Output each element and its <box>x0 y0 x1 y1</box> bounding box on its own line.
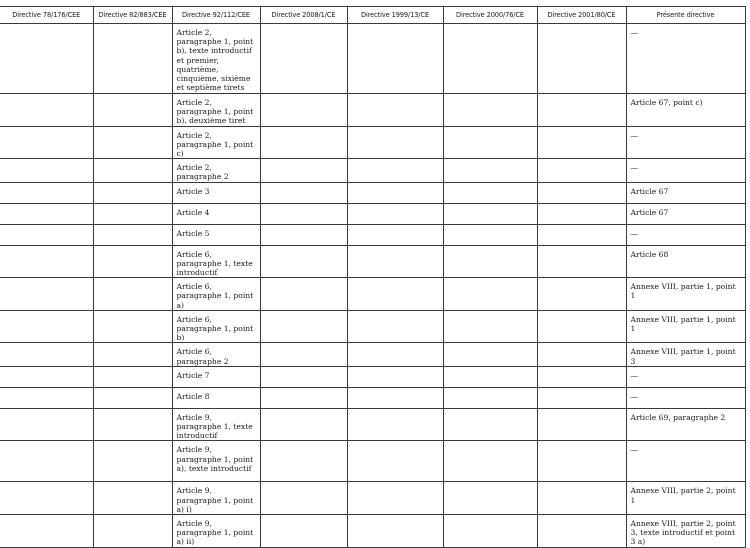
cell-dir-92-112: Article 6, paragraphe 2 <box>172 343 260 366</box>
table-row <box>0 94 745 127</box>
cell-dir-2008-1 <box>260 245 347 278</box>
cell-dir-2008-1 <box>260 203 347 224</box>
cell-dir-2001-80 <box>537 343 626 366</box>
cell-dir-92-112: Article 6, paragraphe 1, point a) <box>172 278 260 311</box>
cell-dir-2001-80 <box>537 387 626 408</box>
cell-dir-2001-80 <box>537 310 626 343</box>
cell-dir-78-176 <box>0 126 93 159</box>
cell-dir-1999-13 <box>347 387 443 408</box>
cell-dir-78-176 <box>0 278 93 311</box>
cell-dir-92-112: Article 2, paragraphe 1, point b), deuxième tiret <box>172 94 260 127</box>
cell-presente-directive: Annexe VIII, partie 1, point 1 <box>626 278 745 311</box>
cell-dir-2000-76 <box>443 366 537 387</box>
cell-dir-82-883 <box>93 441 172 482</box>
cell-dir-2008-1 <box>260 366 347 387</box>
cell-dir-1999-13 <box>347 224 443 245</box>
cell-dir-1999-13 <box>347 441 443 482</box>
cell-dir-82-883 <box>93 224 172 245</box>
cell-dir-2008-1 <box>260 387 347 408</box>
column-header-dir-78-176: Directive 78/176/CEE <box>0 7 93 24</box>
cell-dir-2008-1 <box>260 159 347 182</box>
cell-dir-2000-76 <box>443 343 537 366</box>
cell-dir-92-112: Article 5 <box>172 224 260 245</box>
cell-dir-2008-1 <box>260 343 347 366</box>
cell-dir-2008-1 <box>260 482 347 515</box>
cell-dir-78-176 <box>0 224 93 245</box>
cell-dir-2000-76 <box>443 182 537 203</box>
column-header-dir-2001-80: Directive 2001/80/CE <box>537 7 626 24</box>
cell-dir-2000-76 <box>443 515 537 548</box>
cell-dir-1999-13 <box>347 343 443 366</box>
column-header-dir-2008-1: Directive 2008/1/CE <box>260 7 347 24</box>
cell-presente-directive: — <box>626 126 745 159</box>
table-row <box>0 24 745 94</box>
cell-dir-82-883 <box>93 515 172 548</box>
cell-dir-82-883 <box>93 94 172 127</box>
cell-dir-2001-80 <box>537 482 626 515</box>
cell-dir-2001-80 <box>537 408 626 441</box>
cell-dir-1999-13 <box>347 126 443 159</box>
cell-dir-78-176 <box>0 441 93 482</box>
cell-dir-1999-13 <box>347 245 443 278</box>
table-row <box>0 278 745 311</box>
cell-dir-2001-80 <box>537 515 626 548</box>
cell-dir-78-176 <box>0 515 93 548</box>
cell-dir-78-176 <box>0 159 93 182</box>
cell-dir-82-883 <box>93 343 172 366</box>
table-row <box>0 515 745 548</box>
cell-dir-2000-76 <box>443 441 537 482</box>
cell-dir-82-883 <box>93 24 172 94</box>
cell-dir-2001-80 <box>537 126 626 159</box>
cell-dir-2000-76 <box>443 408 537 441</box>
cell-presente-directive: — <box>626 441 745 482</box>
cell-dir-2008-1 <box>260 278 347 311</box>
cell-dir-2008-1 <box>260 24 347 94</box>
cell-presente-directive: Annexe VIII, partie 1, point 1 <box>626 310 745 343</box>
cell-dir-92-112: Article 2, paragraphe 1, point c) <box>172 126 260 159</box>
column-header-dir-92-112: Directive 92/112/CEE <box>172 7 260 24</box>
cell-dir-78-176 <box>0 245 93 278</box>
cell-dir-2001-80 <box>537 366 626 387</box>
cell-dir-2008-1 <box>260 224 347 245</box>
cell-dir-1999-13 <box>347 24 443 94</box>
table-row <box>0 203 745 224</box>
cell-dir-2001-80 <box>537 441 626 482</box>
cell-dir-92-112: Article 2, paragraphe 1, point b), texte introductif et premier, quatrième, cinquième, sixième et septième tirets <box>172 24 260 94</box>
cell-dir-2000-76 <box>443 310 537 343</box>
cell-dir-78-176 <box>0 408 93 441</box>
cell-dir-78-176 <box>0 387 93 408</box>
cell-dir-2008-1 <box>260 408 347 441</box>
column-header-presente-directive: Présente directive <box>626 7 745 24</box>
cell-dir-1999-13 <box>347 408 443 441</box>
cell-dir-2000-76 <box>443 24 537 94</box>
table-row <box>0 343 745 366</box>
cell-presente-directive: — <box>626 387 745 408</box>
cell-dir-2000-76 <box>443 482 537 515</box>
cell-presente-directive: Article 67 <box>626 182 745 203</box>
cell-dir-78-176 <box>0 24 93 94</box>
table-row <box>0 159 745 182</box>
cell-presente-directive: — <box>626 24 745 94</box>
cell-dir-2000-76 <box>443 245 537 278</box>
cell-dir-1999-13 <box>347 94 443 127</box>
cell-dir-2001-80 <box>537 245 626 278</box>
cell-dir-92-112: Article 4 <box>172 203 260 224</box>
cell-dir-82-883 <box>93 278 172 311</box>
table-row <box>0 310 745 343</box>
cell-dir-82-883 <box>93 126 172 159</box>
cell-dir-2001-80 <box>537 224 626 245</box>
cell-dir-82-883 <box>93 203 172 224</box>
cell-dir-92-112: Article 6, paragraphe 1, point b) <box>172 310 260 343</box>
table-row <box>0 441 745 482</box>
table-row <box>0 126 745 159</box>
cell-dir-1999-13 <box>347 366 443 387</box>
cell-dir-78-176 <box>0 366 93 387</box>
table-body <box>0 24 745 548</box>
cell-dir-2000-76 <box>443 387 537 408</box>
cell-dir-2000-76 <box>443 224 537 245</box>
table-row <box>0 245 745 278</box>
cell-dir-92-112: Article 2, paragraphe 2 <box>172 159 260 182</box>
cell-dir-82-883 <box>93 245 172 278</box>
cell-dir-78-176 <box>0 203 93 224</box>
cell-dir-2000-76 <box>443 203 537 224</box>
cell-presente-directive: Annexe VIII, partie 1, point 3 <box>626 343 745 366</box>
cell-dir-2000-76 <box>443 94 537 127</box>
table-row <box>0 482 745 515</box>
cell-dir-2008-1 <box>260 441 347 482</box>
table-row <box>0 224 745 245</box>
cell-dir-78-176 <box>0 182 93 203</box>
table-row <box>0 182 745 203</box>
cell-dir-78-176 <box>0 482 93 515</box>
header-row <box>0 7 745 24</box>
cell-dir-82-883 <box>93 387 172 408</box>
cell-dir-92-112: Article 8 <box>172 387 260 408</box>
cell-dir-92-112: Article 6, paragraphe 1, texte introductif <box>172 245 260 278</box>
cell-dir-2008-1 <box>260 515 347 548</box>
column-header-dir-2000-76: Directive 2000/76/CE <box>443 7 537 24</box>
cell-dir-1999-13 <box>347 515 443 548</box>
cell-presente-directive: Annexe VIII, partie 2, point 3, texte introductif et point 3 a) <box>626 515 745 548</box>
table-row <box>0 387 745 408</box>
cell-dir-2000-76 <box>443 159 537 182</box>
cell-dir-2001-80 <box>537 278 626 311</box>
cell-dir-92-112: Article 9, paragraphe 1, point a) ii) <box>172 515 260 548</box>
table-row <box>0 408 745 441</box>
cell-dir-1999-13 <box>347 182 443 203</box>
cell-dir-92-112: Article 9, paragraphe 1, point a), texte introductif <box>172 441 260 482</box>
column-header-dir-82-883: Directive 82/883/CEE <box>93 7 172 24</box>
cell-dir-2001-80 <box>537 94 626 127</box>
cell-dir-92-112: Article 9, paragraphe 1, texte introductif <box>172 408 260 441</box>
cell-dir-82-883 <box>93 310 172 343</box>
cell-dir-2008-1 <box>260 126 347 159</box>
cell-dir-78-176 <box>0 310 93 343</box>
cell-dir-1999-13 <box>347 159 443 182</box>
cell-dir-2008-1 <box>260 94 347 127</box>
cell-presente-directive: — <box>626 159 745 182</box>
cell-dir-1999-13 <box>347 278 443 311</box>
cell-presente-directive: Annexe VIII, partie 2, point 1 <box>626 482 745 515</box>
cell-presente-directive: Article 67, point c) <box>626 94 745 127</box>
cell-presente-directive: Article 67 <box>626 203 745 224</box>
cell-presente-directive: — <box>626 366 745 387</box>
cell-dir-78-176 <box>0 94 93 127</box>
correlation-table <box>0 6 746 548</box>
cell-dir-92-112: Article 3 <box>172 182 260 203</box>
cell-dir-2000-76 <box>443 278 537 311</box>
cell-dir-82-883 <box>93 482 172 515</box>
cell-dir-2001-80 <box>537 24 626 94</box>
cell-dir-78-176 <box>0 343 93 366</box>
cell-dir-82-883 <box>93 159 172 182</box>
cell-dir-2008-1 <box>260 310 347 343</box>
cell-dir-1999-13 <box>347 203 443 224</box>
cell-dir-2008-1 <box>260 182 347 203</box>
cell-dir-2001-80 <box>537 203 626 224</box>
table-row <box>0 366 745 387</box>
cell-dir-2001-80 <box>537 182 626 203</box>
cell-dir-1999-13 <box>347 482 443 515</box>
cell-dir-2000-76 <box>443 126 537 159</box>
column-header-dir-1999-13: Directive 1999/13/CE <box>347 7 443 24</box>
cell-dir-1999-13 <box>347 310 443 343</box>
cell-dir-2001-80 <box>537 159 626 182</box>
cell-dir-92-112: Article 7 <box>172 366 260 387</box>
cell-dir-82-883 <box>93 182 172 203</box>
cell-dir-82-883 <box>93 408 172 441</box>
cell-dir-92-112: Article 9, paragraphe 1, point a) i) <box>172 482 260 515</box>
cell-dir-82-883 <box>93 366 172 387</box>
cell-presente-directive: — <box>626 224 745 245</box>
cell-presente-directive: Article 69, paragraphe 2 <box>626 408 745 441</box>
cell-presente-directive: Article 68 <box>626 245 745 278</box>
